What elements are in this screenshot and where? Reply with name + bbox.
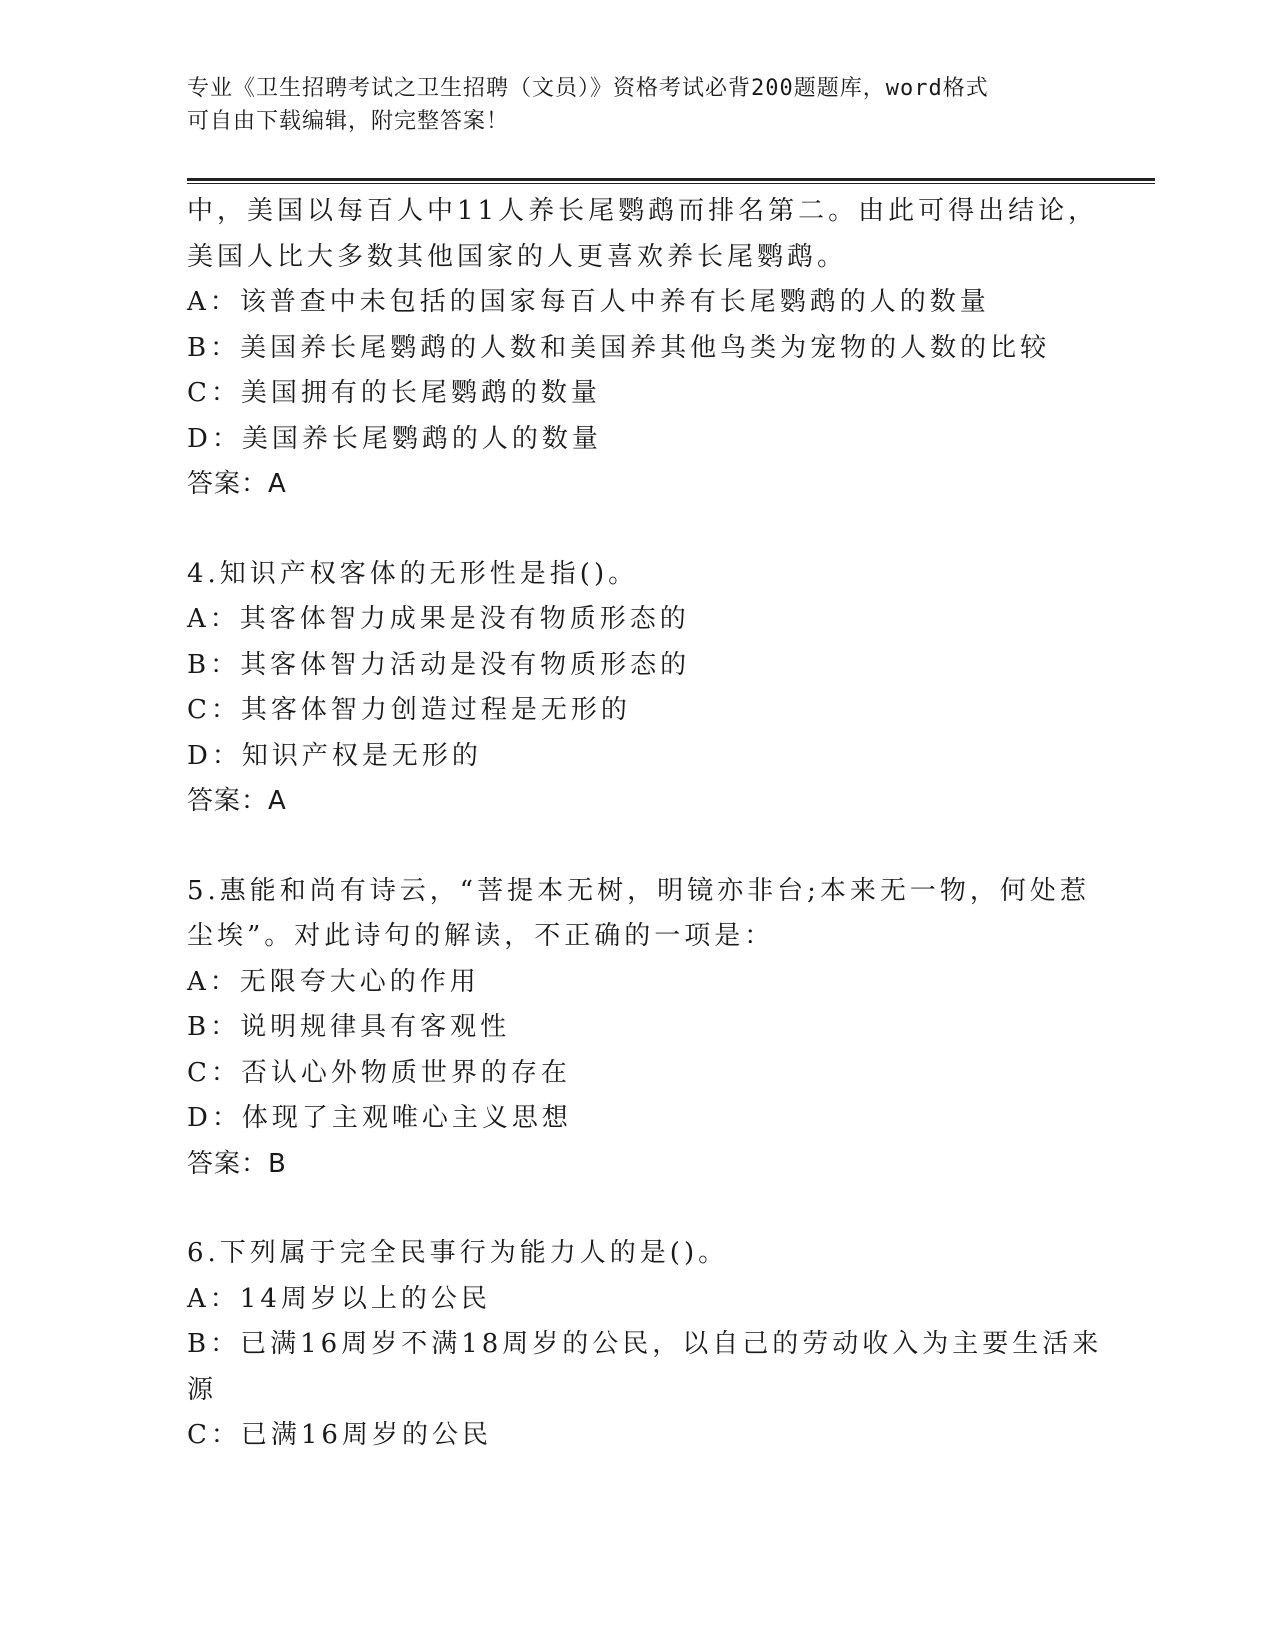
option-c: C：已满16周岁的公民 [187,1420,492,1450]
question-3 [187,189,1099,508]
option-d: D：美国养长尾鹦鹉的人的数量 [187,423,602,454]
question-spacer [187,825,1087,869]
option-c: C：美国拥有的长尾鹦鹉的数量 [187,378,601,408]
option-b: B：美国养长尾鹦鹉的人数和美国养其他鸟类为宠物的人数的比较 [187,332,1051,363]
option-b-continuation: 源 [187,1374,218,1405]
question-spacer [187,508,1087,552]
option-a: A：其客体智力成果是没有物质形态的 [187,604,690,634]
question-text-line: 美国人比大多数其他国家的人更喜欢养长尾鹦鹉。 [187,241,848,272]
option-b: B：已满16周岁不满18周岁的公民，以自己的劳动收入为主要生活来 [187,1329,1103,1359]
option-d: D：体现了主观唯心主义思想 [187,1103,572,1133]
header-title-line-1: 专业《卫生招聘考试之卫生招聘（文员）》资格考试必背200题题库，word格式 [187,76,989,101]
question-spacer [187,1187,1087,1231]
option-b: B：说明规律具有客观性 [187,1012,511,1042]
question-list [187,189,1103,1459]
question-text-line: 6.下列属于完全民事行为能力人的是()。 [187,1238,729,1268]
question-text-line: 5.惠能和尚有诗云，“菩提本无树，明镜亦非台;本来无一物，何处惹 [187,875,1090,906]
question-text-line: 中，美国以每百人中11人养长尾鹦鹉而排名第二。由此可得出结论， [187,196,1099,226]
question-4 [187,552,1087,825]
question-5 [187,869,1090,1188]
document-header [187,72,1067,138]
option-c: C：其客体智力创造过程是无形的 [187,695,631,725]
question-6 [187,1231,1103,1459]
question-text-line: 4.知识产权客体的无形性是指()。 [187,558,639,589]
answer-label: 答案：B [187,1148,287,1179]
option-d: D：知识产权是无形的 [187,740,482,771]
option-a: A：无限夸大心的作用 [187,966,480,997]
answer-label: 答案：A [187,786,287,816]
option-a: A：14周岁以上的公民 [187,1283,491,1314]
answer-label: 答案：A [187,469,287,499]
header-divider-thin [187,183,1155,184]
question-text-line: 尘埃”。对此诗句的解读，不正确的一项是： [187,921,775,951]
option-a: A：该普查中未包括的国家每百人中养有长尾鹦鹉的人的数量 [187,287,990,317]
header-divider-thick [187,178,1155,181]
header-title-line-2: 可自由下载编辑，附完整答案！ [187,109,510,134]
option-c: C：否认心外物质世界的存在 [187,1057,571,1088]
option-b: B：其客体智力活动是没有物质形态的 [187,649,691,680]
